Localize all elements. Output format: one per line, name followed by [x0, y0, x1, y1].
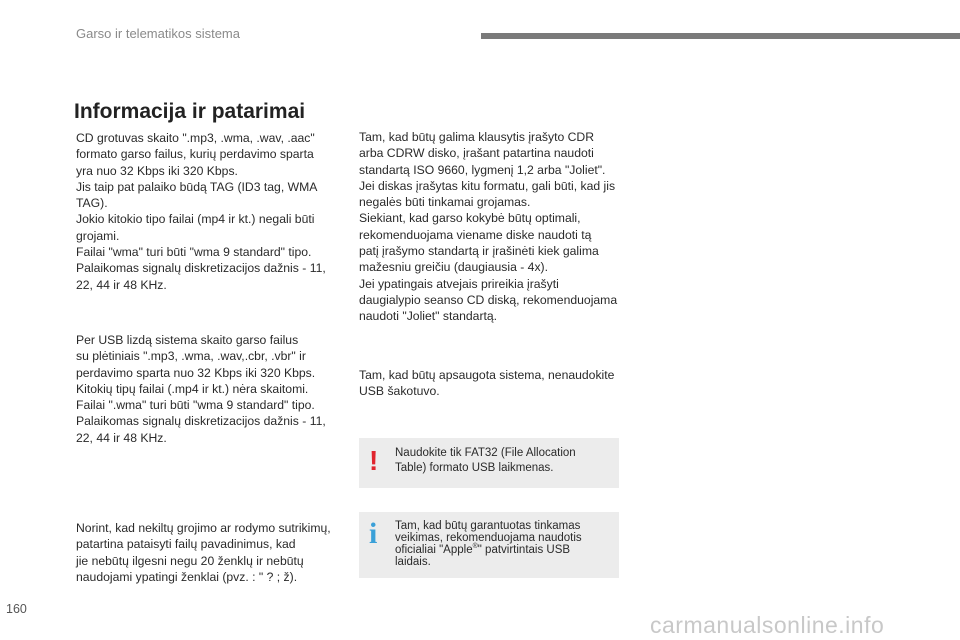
warning-icon: ! — [369, 445, 379, 476]
info-icon: i — [369, 517, 378, 550]
right-paragraph-1: Tam, kad būtų galima klausytis įrašyto CDR arba CDRW disko, įrašant patartina naudoti standartą ISO 9660, lygmenį 1,2 arba "Joliet". Jei diskas įrašytas kitu formatu, gali būti, kad jis negalės būti tinkamai grojamas. Siekiant, kad garso kokybė būtų optimali, rekomenduojama viename diske naudoti tą patį įrašymo standartą ir įrašinėti kiek galima mažesniu greičiu (daugiausia - 4x). Jei ypatingais atvejais prireikia įrašyti daugialypio seanso CD diską, rekomenduojama naudoti "Joliet" standartą. — [359, 130, 618, 324]
page-number: 160 — [6, 602, 27, 616]
left-paragraph-2: Per USB lizdą sistema skaito garso failus su plėtiniais ".mp3, .wma, .wav,.cbr, .vbr" ir perdavimo sparta nuo 32 Kbps iki 320 Kbps. Kitokių tipų failai (.mp4 ir kt.) nėra skaitomi. Failai ".wma" turi būti "wma 9 standard" tipo. Palaikomas signalų diskretizacijos dažnis - 11, 22, 44 ir 48 KHz. — [76, 333, 326, 445]
section-title: Informacija ir patarimai — [74, 100, 306, 123]
info-note-text: Tam, kad būtų garantuotas tinkamas veikimas, rekomenduojama naudotis oficialiai "Apple®" patvirtintais USB laidais. — [395, 520, 582, 568]
right-paragraph-2: Tam, kad būtų apsaugota sistema, nenaudokite USB šakotuvo. — [359, 368, 615, 399]
warning-note — [359, 438, 619, 488]
watermark: carmanualsonline.info — [650, 612, 885, 638]
left-paragraph-1: CD grotuvas skaito ".mp3, .wma, .wav, .aac" formato garso failus, kurių perdavimo sparta yra nuo 32 Kbps iki 320 Kbps. Jis taip pat palaiko būdą TAG (ID3 tag, WMA TAG). Jokio kitokio tipo failai (mp4 ir kt.) negali būti grojami. Failai "wma" turi būti "wma 9 standard" tipo. Palaikomas signalų diskretizacijos dažnis - 11, 22, 44 ir 48 KHz. — [76, 131, 326, 292]
header-bar — [481, 33, 960, 39]
running-header: Garso ir telematikos sistema — [76, 26, 240, 41]
left-paragraph-3: Norint, kad nekiltų grojimo ar rodymo sutrikimų, patartina pataisyti failų pavadinimus, kad jie nebūtų ilgesni negu 20 ženklų ir nebūtų naudojami ypatingi ženklai (pvz. : " ? ; ž). — [76, 521, 331, 584]
warning-note-text: Naudokite tik FAT32 (File Allocation Table) formato USB laikmenas. — [395, 447, 576, 474]
info-note — [359, 512, 619, 578]
